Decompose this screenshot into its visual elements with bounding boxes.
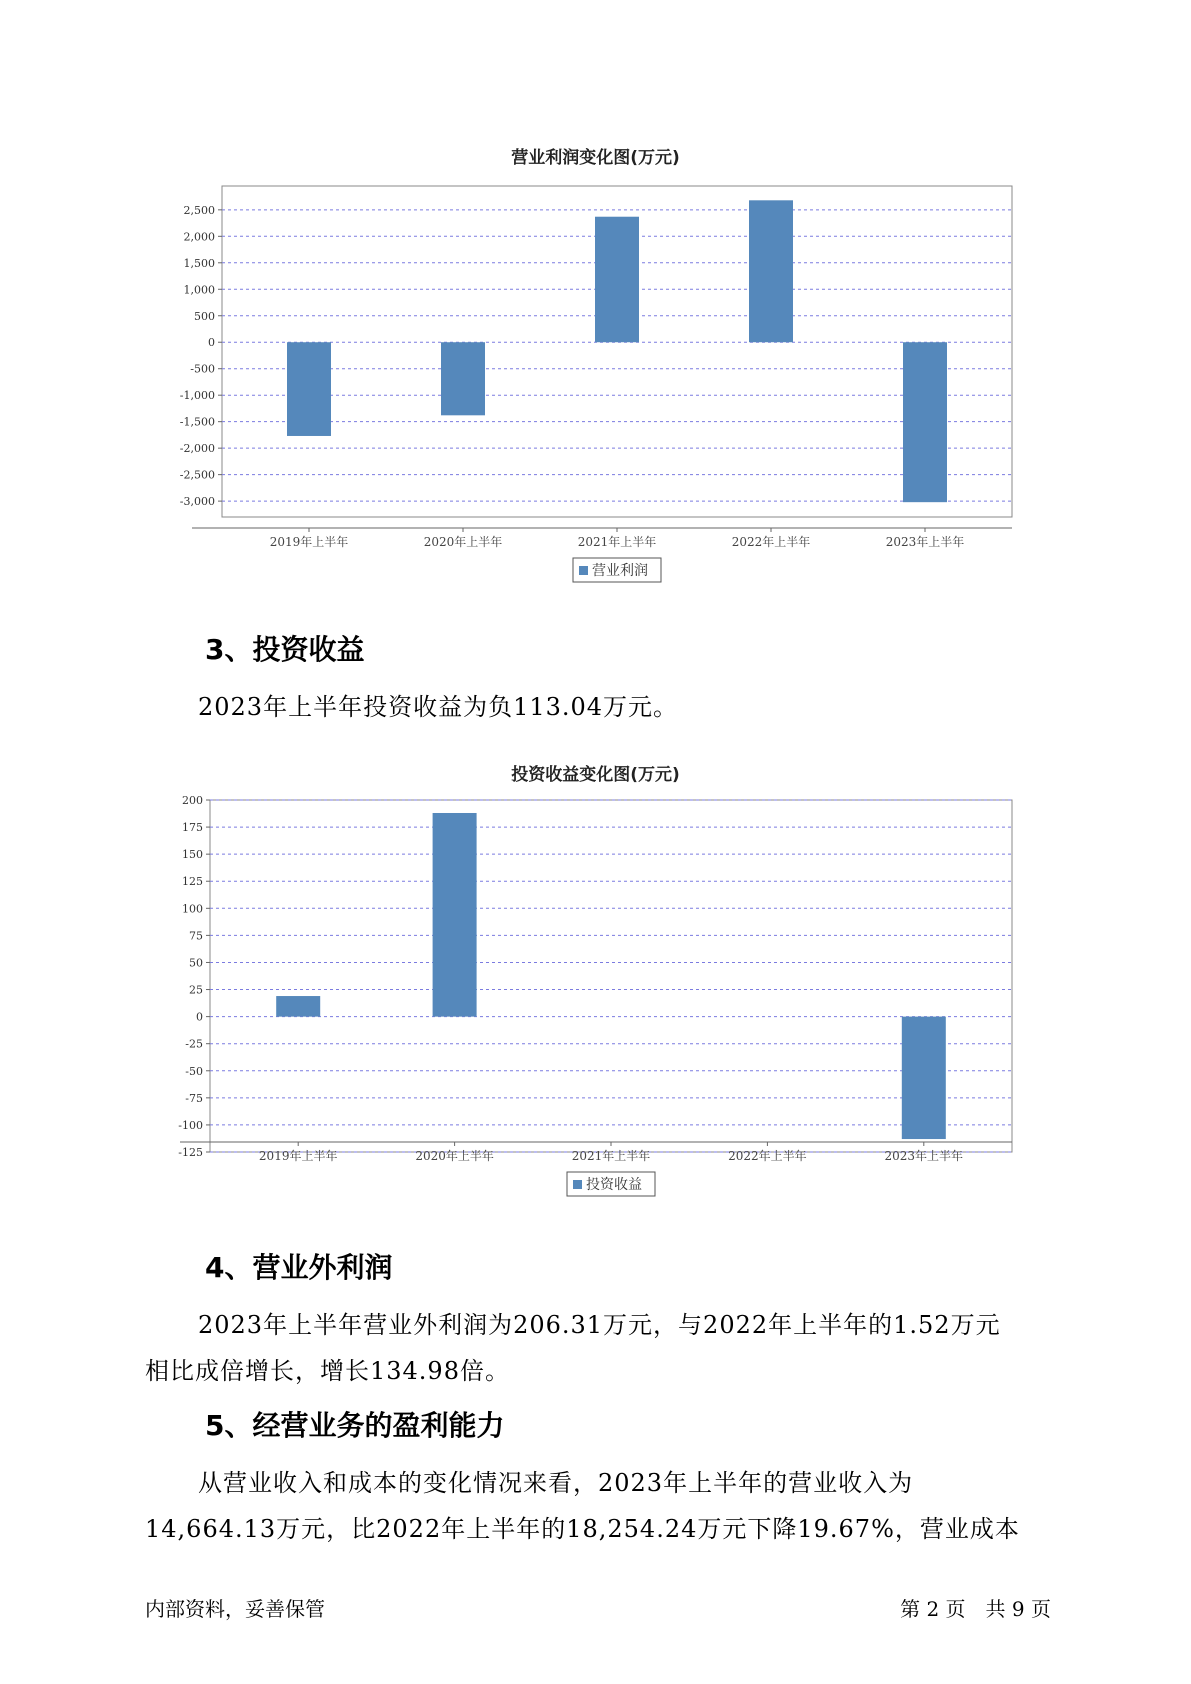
section-4-heading: 4、营业外利润	[205, 1251, 393, 1284]
y-tick-label: -100	[178, 1118, 203, 1132]
bar-4	[749, 200, 793, 342]
y-tick-label: -125	[178, 1146, 203, 1159]
bar-2	[433, 813, 477, 1017]
section-3-heading: 3、投资收益	[205, 633, 365, 666]
plot-area	[210, 800, 1012, 1152]
x-tick-label: 2022年上半年	[731, 535, 811, 549]
section-5-line-1: 从营业收入和成本的变化情况来看，2023年上半年的营业收入为	[198, 1469, 914, 1497]
x-tick-label: 2021年上半年	[577, 535, 657, 549]
y-tick-label: 2,000	[183, 230, 215, 244]
y-tick-label: 100	[182, 902, 203, 916]
x-tick-label: 2020年上半年	[415, 1149, 494, 1163]
x-tick-label: 2023年上半年	[885, 535, 965, 549]
x-tick-label: 2020年上半年	[423, 535, 503, 549]
bar-3	[595, 217, 639, 343]
footer-confidential: 内部资料，妥善保管	[145, 1597, 325, 1621]
section-4-line-1: 2023年上半年营业外利润为206.31万元，与2022年上半年的1.52万元	[198, 1311, 1001, 1339]
section-3-text	[145, 684, 1045, 730]
y-tick-label: -25	[185, 1037, 203, 1051]
legend-label: 营业利润	[592, 563, 648, 579]
y-tick-label: 500	[194, 309, 215, 323]
x-tick-label: 2021年上半年	[571, 1149, 651, 1163]
y-tick-label: -50	[185, 1064, 203, 1078]
y-tick-label: 25	[189, 983, 203, 997]
y-tick-label: 0	[196, 1010, 203, 1024]
section-5-heading: 5、经营业务的盈利能力	[205, 1409, 505, 1442]
section-3-line: 2023年上半年投资收益为负113.04万元。	[198, 693, 679, 721]
y-tick-label: 0	[208, 336, 215, 350]
y-tick-label: 2,500	[183, 203, 215, 217]
legend-label: 投资收益	[586, 1177, 642, 1193]
operating-profit-chart	[150, 180, 1030, 595]
y-tick-label: -500	[190, 362, 215, 376]
bar-2	[441, 342, 485, 415]
chart2-title: 投资收益变化图(万元)	[511, 765, 680, 785]
y-tick-label: -1,500	[179, 415, 215, 429]
footer-page-number: 第 2 页 共 9 页	[900, 1597, 1051, 1621]
y-tick-label: -2,500	[179, 468, 215, 482]
y-tick-label: 200	[182, 794, 203, 807]
y-tick-label: -1,000	[179, 389, 215, 403]
y-tick-label: 150	[182, 848, 203, 862]
y-tick-label: -75	[185, 1091, 203, 1105]
investment-income-chart	[150, 790, 1030, 1210]
bar-1	[276, 996, 320, 1017]
y-tick-label: -3,000	[179, 495, 215, 509]
x-tick-label: 2019年上半年	[258, 1149, 338, 1163]
y-tick-label: 1,500	[183, 256, 215, 270]
legend-swatch	[573, 1180, 582, 1189]
x-tick-label: 2022年上半年	[728, 1149, 807, 1163]
legend-swatch	[579, 566, 588, 575]
y-tick-label: 50	[189, 956, 203, 970]
x-tick-label: 2019年上半年	[269, 535, 349, 549]
y-tick-label: 75	[189, 929, 203, 943]
x-tick-label: 2023年上半年	[884, 1149, 964, 1163]
bar-5	[902, 1017, 946, 1139]
section-4-text	[145, 1302, 1045, 1394]
chart1-title: 营业利润变化图(万元)	[511, 148, 680, 168]
section-5-text	[145, 1460, 1045, 1552]
y-tick-label: 175	[182, 821, 203, 835]
bar-1	[287, 342, 331, 436]
bar-5	[903, 342, 947, 502]
y-tick-label: 1,000	[183, 283, 215, 297]
y-tick-label: 125	[182, 875, 203, 889]
section-4-line-2: 相比成倍增长，增长134.98倍。	[145, 1357, 510, 1385]
section-5-line-2: 14,664.13万元，比2022年上半年的18,254.24万元下降19.67%，营业成本	[145, 1515, 1020, 1543]
y-tick-label: -2,000	[179, 442, 215, 456]
